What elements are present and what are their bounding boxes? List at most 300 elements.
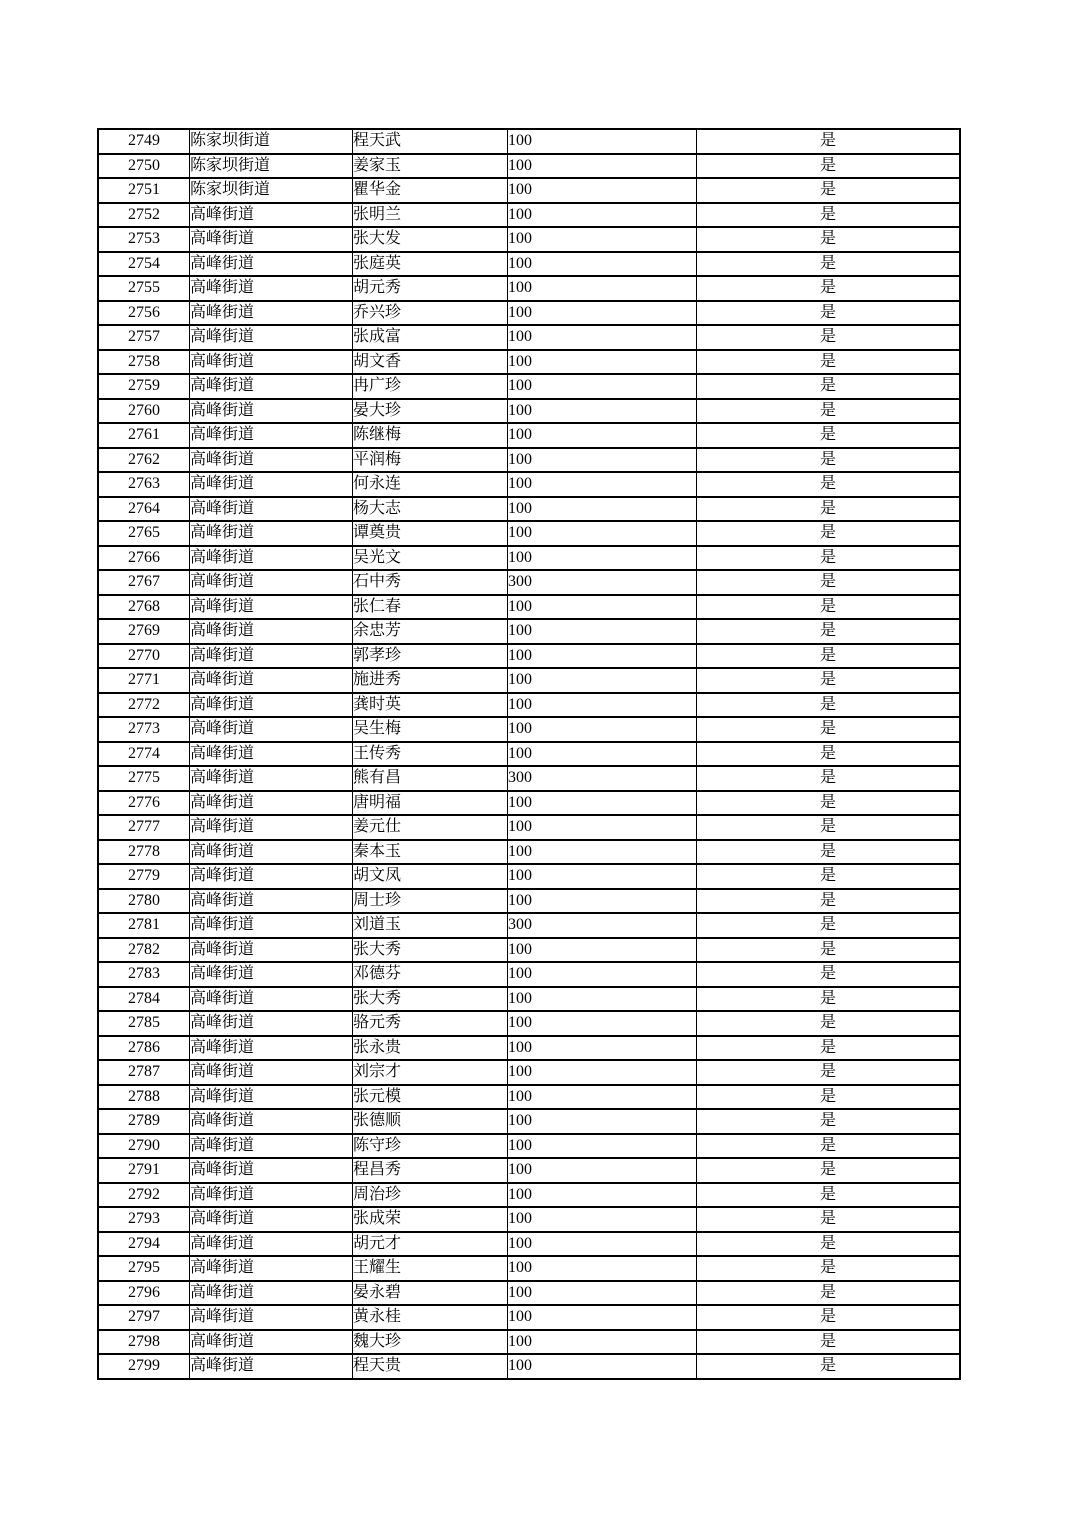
cell-person-name: 周士珍	[353, 889, 508, 914]
cell-serial-number: 2763	[98, 472, 190, 497]
cell-serial-number: 2751	[98, 178, 190, 203]
table-row	[98, 668, 960, 693]
cell-confirmed: 是	[697, 1011, 961, 1036]
cell-confirmed: 是	[697, 1207, 961, 1232]
cell-confirmed: 是	[697, 1036, 961, 1061]
cell-confirmed: 是	[697, 374, 961, 399]
cell-street: 高峰街道	[190, 1207, 353, 1232]
cell-serial-number: 2798	[98, 1330, 190, 1355]
cell-amount: 100	[508, 1060, 697, 1085]
cell-street: 高峰街道	[190, 1232, 353, 1257]
cell-amount: 100	[508, 1134, 697, 1159]
cell-serial-number: 2764	[98, 497, 190, 522]
table-row	[98, 1085, 960, 1110]
cell-amount: 300	[508, 766, 697, 791]
cell-street: 高峰街道	[190, 864, 353, 889]
cell-street: 高峰街道	[190, 938, 353, 963]
cell-person-name: 张成荣	[353, 1207, 508, 1232]
cell-amount: 100	[508, 1354, 697, 1379]
cell-street: 高峰街道	[190, 1330, 353, 1355]
cell-amount: 100	[508, 399, 697, 424]
table-row	[98, 1354, 960, 1379]
table-row	[98, 1109, 960, 1134]
cell-amount: 100	[508, 815, 697, 840]
cell-street: 高峰街道	[190, 644, 353, 669]
cell-street: 高峰街道	[190, 570, 353, 595]
cell-confirmed: 是	[697, 472, 961, 497]
cell-person-name: 龚时英	[353, 693, 508, 718]
cell-street: 高峰街道	[190, 546, 353, 571]
cell-amount: 100	[508, 1109, 697, 1134]
cell-serial-number: 2787	[98, 1060, 190, 1085]
cell-street: 高峰街道	[190, 1281, 353, 1306]
cell-amount: 100	[508, 791, 697, 816]
cell-confirmed: 是	[697, 938, 961, 963]
cell-confirmed: 是	[697, 595, 961, 620]
cell-street: 高峰街道	[190, 1085, 353, 1110]
cell-amount: 100	[508, 1085, 697, 1110]
cell-confirmed: 是	[697, 423, 961, 448]
cell-confirmed: 是	[697, 252, 961, 277]
table-row	[98, 938, 960, 963]
cell-amount: 100	[508, 154, 697, 179]
cell-serial-number: 2765	[98, 521, 190, 546]
cell-person-name: 胡元秀	[353, 276, 508, 301]
cell-amount: 100	[508, 1256, 697, 1281]
cell-street: 高峰街道	[190, 1060, 353, 1085]
cell-amount: 100	[508, 448, 697, 473]
cell-serial-number: 2761	[98, 423, 190, 448]
cell-amount: 100	[508, 350, 697, 375]
cell-street: 高峰街道	[190, 840, 353, 865]
cell-confirmed: 是	[697, 203, 961, 228]
cell-serial-number: 2781	[98, 913, 190, 938]
table-row	[98, 301, 960, 326]
cell-street: 高峰街道	[190, 1011, 353, 1036]
cell-amount: 100	[508, 644, 697, 669]
cell-person-name: 程天贵	[353, 1354, 508, 1379]
table-row	[98, 717, 960, 742]
cell-amount: 100	[508, 301, 697, 326]
cell-street: 高峰街道	[190, 791, 353, 816]
cell-street: 高峰街道	[190, 227, 353, 252]
cell-street: 高峰街道	[190, 815, 353, 840]
cell-confirmed: 是	[697, 668, 961, 693]
cell-person-name: 张明兰	[353, 203, 508, 228]
cell-street: 高峰街道	[190, 374, 353, 399]
cell-confirmed: 是	[697, 546, 961, 571]
table-body	[98, 129, 960, 1379]
table-row	[98, 1011, 960, 1036]
cell-street: 高峰街道	[190, 962, 353, 987]
cell-serial-number: 2769	[98, 619, 190, 644]
cell-serial-number: 2799	[98, 1354, 190, 1379]
cell-serial-number: 2791	[98, 1158, 190, 1183]
cell-serial-number: 2773	[98, 717, 190, 742]
cell-street: 高峰街道	[190, 1183, 353, 1208]
cell-amount: 100	[508, 938, 697, 963]
cell-street: 高峰街道	[190, 1134, 353, 1159]
table-row	[98, 1183, 960, 1208]
cell-amount: 100	[508, 178, 697, 203]
table-row	[98, 252, 960, 277]
cell-person-name: 张庭英	[353, 252, 508, 277]
cell-street: 高峰街道	[190, 987, 353, 1012]
cell-street: 高峰街道	[190, 497, 353, 522]
table-row	[98, 521, 960, 546]
cell-street: 高峰街道	[190, 742, 353, 767]
cell-street: 高峰街道	[190, 448, 353, 473]
cell-street: 高峰街道	[190, 619, 353, 644]
cell-street: 陈家坝街道	[190, 154, 353, 179]
cell-person-name: 魏大珍	[353, 1330, 508, 1355]
table-row	[98, 227, 960, 252]
cell-amount: 100	[508, 497, 697, 522]
cell-confirmed: 是	[697, 619, 961, 644]
cell-serial-number: 2793	[98, 1207, 190, 1232]
cell-confirmed: 是	[697, 301, 961, 326]
cell-serial-number: 2778	[98, 840, 190, 865]
cell-street: 高峰街道	[190, 350, 353, 375]
cell-person-name: 何永连	[353, 472, 508, 497]
cell-confirmed: 是	[697, 448, 961, 473]
cell-serial-number: 2779	[98, 864, 190, 889]
cell-serial-number: 2749	[98, 129, 190, 154]
table-row	[98, 546, 960, 571]
table-row	[98, 1305, 960, 1330]
cell-serial-number: 2754	[98, 252, 190, 277]
cell-serial-number: 2766	[98, 546, 190, 571]
cell-amount: 100	[508, 252, 697, 277]
cell-street: 高峰街道	[190, 693, 353, 718]
table-row	[98, 840, 960, 865]
cell-street: 高峰街道	[190, 472, 353, 497]
cell-person-name: 石中秀	[353, 570, 508, 595]
cell-amount: 100	[508, 1158, 697, 1183]
cell-amount: 100	[508, 1305, 697, 1330]
table-row	[98, 1330, 960, 1355]
cell-street: 高峰街道	[190, 203, 353, 228]
cell-confirmed: 是	[697, 1232, 961, 1257]
cell-person-name: 王传秀	[353, 742, 508, 767]
table-row	[98, 742, 960, 767]
cell-street: 高峰街道	[190, 595, 353, 620]
cell-street: 高峰街道	[190, 521, 353, 546]
cell-confirmed: 是	[697, 742, 961, 767]
cell-person-name: 吴光文	[353, 546, 508, 571]
cell-amount: 100	[508, 619, 697, 644]
cell-serial-number: 2795	[98, 1256, 190, 1281]
cell-serial-number: 2788	[98, 1085, 190, 1110]
cell-person-name: 张元模	[353, 1085, 508, 1110]
cell-serial-number: 2758	[98, 350, 190, 375]
cell-amount: 100	[508, 717, 697, 742]
cell-serial-number: 2762	[98, 448, 190, 473]
table-row	[98, 154, 960, 179]
cell-confirmed: 是	[697, 521, 961, 546]
table-row	[98, 1207, 960, 1232]
cell-serial-number: 2752	[98, 203, 190, 228]
cell-street: 高峰街道	[190, 325, 353, 350]
cell-confirmed: 是	[697, 129, 961, 154]
cell-confirmed: 是	[697, 693, 961, 718]
cell-street: 陈家坝街道	[190, 129, 353, 154]
table-row	[98, 448, 960, 473]
cell-person-name: 张大秀	[353, 938, 508, 963]
cell-confirmed: 是	[697, 227, 961, 252]
cell-serial-number: 2770	[98, 644, 190, 669]
cell-amount: 100	[508, 595, 697, 620]
cell-confirmed: 是	[697, 178, 961, 203]
cell-person-name: 张大秀	[353, 987, 508, 1012]
cell-person-name: 吴生梅	[353, 717, 508, 742]
table-row	[98, 595, 960, 620]
cell-street: 高峰街道	[190, 252, 353, 277]
cell-street: 高峰街道	[190, 1256, 353, 1281]
cell-person-name: 张仁春	[353, 595, 508, 620]
cell-serial-number: 2792	[98, 1183, 190, 1208]
cell-person-name: 姜元仕	[353, 815, 508, 840]
cell-serial-number: 2759	[98, 374, 190, 399]
cell-person-name: 骆元秀	[353, 1011, 508, 1036]
table-row	[98, 1281, 960, 1306]
cell-serial-number: 2750	[98, 154, 190, 179]
table-row	[98, 423, 960, 448]
cell-confirmed: 是	[697, 1330, 961, 1355]
cell-amount: 100	[508, 227, 697, 252]
cell-street: 高峰街道	[190, 1158, 353, 1183]
table-row	[98, 864, 960, 889]
cell-amount: 100	[508, 203, 697, 228]
cell-confirmed: 是	[697, 889, 961, 914]
cell-person-name: 胡文凤	[353, 864, 508, 889]
cell-amount: 100	[508, 276, 697, 301]
cell-amount: 100	[508, 889, 697, 914]
cell-person-name: 谭奠贵	[353, 521, 508, 546]
cell-confirmed: 是	[697, 1256, 961, 1281]
cell-amount: 100	[508, 1330, 697, 1355]
cell-amount: 100	[508, 374, 697, 399]
table-row	[98, 1134, 960, 1159]
cell-serial-number: 2768	[98, 595, 190, 620]
cell-amount: 100	[508, 521, 697, 546]
cell-serial-number: 2767	[98, 570, 190, 595]
table-row	[98, 889, 960, 914]
cell-person-name: 张永贵	[353, 1036, 508, 1061]
cell-person-name: 陈继梅	[353, 423, 508, 448]
cell-person-name: 熊有昌	[353, 766, 508, 791]
table-row	[98, 693, 960, 718]
cell-serial-number: 2780	[98, 889, 190, 914]
cell-street: 高峰街道	[190, 668, 353, 693]
cell-serial-number: 2797	[98, 1305, 190, 1330]
cell-serial-number: 2796	[98, 1281, 190, 1306]
table-row	[98, 374, 960, 399]
table-row	[98, 1060, 960, 1085]
table-row	[98, 619, 960, 644]
table-row	[98, 497, 960, 522]
cell-amount: 100	[508, 742, 697, 767]
cell-confirmed: 是	[697, 791, 961, 816]
cell-serial-number: 2774	[98, 742, 190, 767]
cell-amount: 100	[508, 668, 697, 693]
cell-person-name: 邓德芬	[353, 962, 508, 987]
cell-person-name: 施进秀	[353, 668, 508, 693]
cell-person-name: 王耀生	[353, 1256, 508, 1281]
cell-serial-number: 2782	[98, 938, 190, 963]
table-row	[98, 350, 960, 375]
cell-confirmed: 是	[697, 1305, 961, 1330]
cell-person-name: 黄永桂	[353, 1305, 508, 1330]
cell-person-name: 乔兴珍	[353, 301, 508, 326]
cell-serial-number: 2785	[98, 1011, 190, 1036]
cell-street: 高峰街道	[190, 717, 353, 742]
cell-person-name: 晏永碧	[353, 1281, 508, 1306]
cell-confirmed: 是	[697, 570, 961, 595]
cell-amount: 100	[508, 129, 697, 154]
cell-person-name: 余忠芳	[353, 619, 508, 644]
beneficiary-table	[97, 128, 961, 1380]
cell-person-name: 陈守珍	[353, 1134, 508, 1159]
cell-street: 高峰街道	[190, 399, 353, 424]
cell-person-name: 程天武	[353, 129, 508, 154]
cell-confirmed: 是	[697, 350, 961, 375]
cell-serial-number: 2760	[98, 399, 190, 424]
cell-amount: 100	[508, 987, 697, 1012]
cell-amount: 100	[508, 693, 697, 718]
table-row	[98, 472, 960, 497]
cell-confirmed: 是	[697, 1109, 961, 1134]
cell-amount: 100	[508, 423, 697, 448]
table-row	[98, 399, 960, 424]
cell-serial-number: 2786	[98, 1036, 190, 1061]
cell-serial-number: 2789	[98, 1109, 190, 1134]
table-row	[98, 791, 960, 816]
cell-amount: 100	[508, 1207, 697, 1232]
cell-serial-number: 2777	[98, 815, 190, 840]
cell-street: 高峰街道	[190, 1354, 353, 1379]
cell-person-name: 冉广珍	[353, 374, 508, 399]
table-row	[98, 815, 960, 840]
table-row	[98, 178, 960, 203]
cell-confirmed: 是	[697, 325, 961, 350]
cell-serial-number: 2757	[98, 325, 190, 350]
cell-person-name: 张大发	[353, 227, 508, 252]
cell-person-name: 刘宗才	[353, 1060, 508, 1085]
cell-serial-number: 2775	[98, 766, 190, 791]
table-row	[98, 129, 960, 154]
cell-person-name: 郭孝珍	[353, 644, 508, 669]
cell-amount: 300	[508, 570, 697, 595]
cell-confirmed: 是	[697, 913, 961, 938]
cell-person-name: 瞿华金	[353, 178, 508, 203]
cell-confirmed: 是	[697, 644, 961, 669]
cell-street: 高峰街道	[190, 1036, 353, 1061]
cell-street: 高峰街道	[190, 766, 353, 791]
table-row	[98, 570, 960, 595]
cell-confirmed: 是	[697, 1281, 961, 1306]
cell-confirmed: 是	[697, 1158, 961, 1183]
cell-amount: 100	[508, 962, 697, 987]
table-row	[98, 203, 960, 228]
table-row	[98, 987, 960, 1012]
cell-confirmed: 是	[697, 717, 961, 742]
table-row	[98, 644, 960, 669]
cell-person-name: 秦本玉	[353, 840, 508, 865]
cell-confirmed: 是	[697, 987, 961, 1012]
cell-person-name: 程昌秀	[353, 1158, 508, 1183]
cell-street: 陈家坝街道	[190, 178, 353, 203]
cell-serial-number: 2771	[98, 668, 190, 693]
cell-street: 高峰街道	[190, 301, 353, 326]
cell-person-name: 晏大珍	[353, 399, 508, 424]
cell-confirmed: 是	[697, 1085, 961, 1110]
cell-confirmed: 是	[697, 1060, 961, 1085]
cell-serial-number: 2755	[98, 276, 190, 301]
cell-person-name: 杨大志	[353, 497, 508, 522]
cell-person-name: 平润梅	[353, 448, 508, 473]
cell-amount: 100	[508, 1011, 697, 1036]
cell-confirmed: 是	[697, 1134, 961, 1159]
cell-confirmed: 是	[697, 840, 961, 865]
cell-serial-number: 2772	[98, 693, 190, 718]
cell-person-name: 刘道玉	[353, 913, 508, 938]
table-row	[98, 325, 960, 350]
cell-person-name: 张德顺	[353, 1109, 508, 1134]
cell-person-name: 姜家玉	[353, 154, 508, 179]
cell-serial-number: 2790	[98, 1134, 190, 1159]
cell-serial-number: 2784	[98, 987, 190, 1012]
table-row	[98, 913, 960, 938]
cell-amount: 100	[508, 325, 697, 350]
cell-amount: 100	[508, 864, 697, 889]
cell-amount: 100	[508, 1232, 697, 1257]
cell-amount: 300	[508, 913, 697, 938]
cell-confirmed: 是	[697, 864, 961, 889]
cell-confirmed: 是	[697, 1354, 961, 1379]
cell-confirmed: 是	[697, 154, 961, 179]
table-row	[98, 1158, 960, 1183]
table-row	[98, 276, 960, 301]
cell-amount: 100	[508, 546, 697, 571]
cell-serial-number: 2776	[98, 791, 190, 816]
cell-confirmed: 是	[697, 766, 961, 791]
table-row	[98, 962, 960, 987]
table-row	[98, 1256, 960, 1281]
table-row	[98, 1232, 960, 1257]
cell-amount: 100	[508, 1036, 697, 1061]
cell-serial-number: 2794	[98, 1232, 190, 1257]
cell-serial-number: 2756	[98, 301, 190, 326]
cell-confirmed: 是	[697, 276, 961, 301]
cell-amount: 100	[508, 840, 697, 865]
table-row	[98, 766, 960, 791]
cell-street: 高峰街道	[190, 913, 353, 938]
cell-amount: 100	[508, 472, 697, 497]
cell-confirmed: 是	[697, 399, 961, 424]
cell-person-name: 张成富	[353, 325, 508, 350]
cell-street: 高峰街道	[190, 276, 353, 301]
cell-confirmed: 是	[697, 815, 961, 840]
cell-street: 高峰街道	[190, 1305, 353, 1330]
cell-person-name: 胡文香	[353, 350, 508, 375]
table-row	[98, 1036, 960, 1061]
cell-confirmed: 是	[697, 497, 961, 522]
cell-person-name: 胡元才	[353, 1232, 508, 1257]
cell-serial-number: 2783	[98, 962, 190, 987]
cell-person-name: 唐明福	[353, 791, 508, 816]
cell-confirmed: 是	[697, 1183, 961, 1208]
